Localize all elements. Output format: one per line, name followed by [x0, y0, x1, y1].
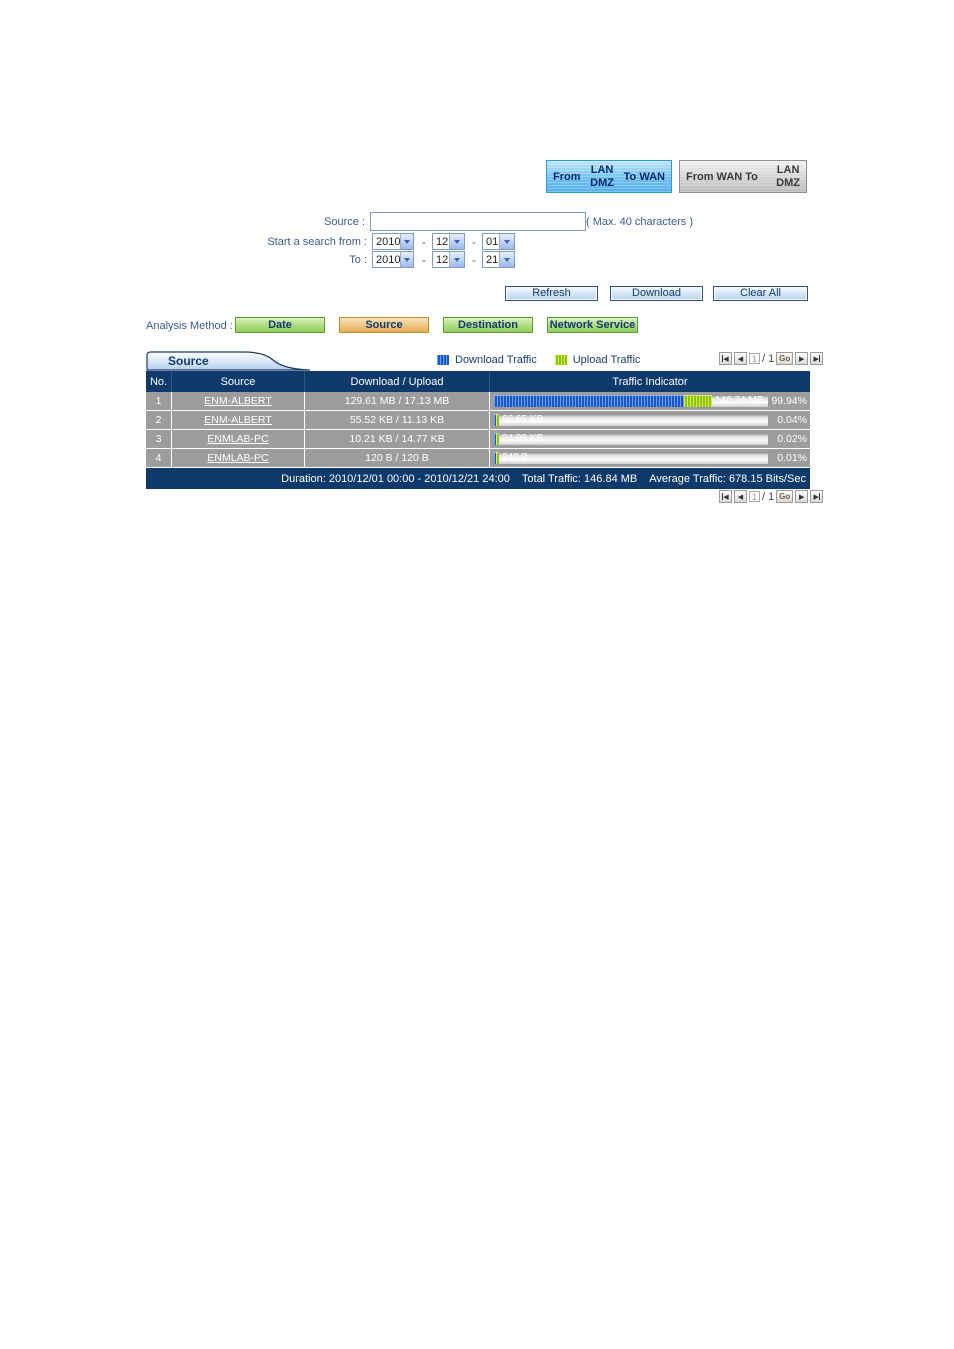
percent-value: 0.04% [777, 414, 807, 426]
last-page-button[interactable]: ▶ [810, 352, 823, 365]
bar-total-label: 24.98 KB [502, 433, 544, 444]
panel-tab-source [146, 351, 311, 371]
download-upload-value: 55.52 KB / 11.13 KB [305, 411, 490, 429]
duration-value: Duration: 2010/12/01 00:00 - 2010/12/21 24:00 [281, 472, 510, 485]
next-page-button[interactable]: ▶ [795, 352, 808, 365]
from-year-value: 2010 [376, 235, 401, 248]
table-row [146, 392, 810, 411]
go-button[interactable]: Go [776, 490, 793, 503]
source-label: Source : [324, 216, 365, 228]
upload-bar-segment [496, 452, 499, 464]
upload-traffic-label: Upload Traffic [572, 354, 641, 366]
traffic-table [146, 371, 810, 489]
table-footer [146, 468, 810, 489]
refresh-button[interactable]: Refresh [505, 286, 598, 301]
max-characters-hint: ( Max. 40 characters ) [586, 216, 693, 228]
traffic-bar [494, 414, 768, 426]
bar-total-label: 146.74 MB [715, 395, 764, 406]
average-traffic-value: Average Traffic: 678.15 Bits/Sec [649, 472, 806, 485]
download-upload-value: 120 B / 120 B [305, 449, 490, 467]
from-month-value: 12 [436, 235, 449, 248]
last-page-button[interactable]: ▶ [810, 490, 823, 503]
download-traffic-label: Download Traffic [455, 354, 537, 366]
first-page-button[interactable]: ◀ [719, 352, 732, 365]
upload-bar-segment [684, 395, 712, 407]
to-day-select[interactable] [482, 251, 515, 268]
row-number: 4 [146, 449, 172, 467]
traffic-indicator-cell [490, 449, 810, 467]
chevron-down-icon [499, 252, 514, 267]
source-link[interactable]: ENM-ALBERT [204, 395, 272, 407]
to-month-value: 12 [436, 253, 449, 266]
bar-total-label: 66.65 KB [502, 414, 544, 425]
traffic-indicator-cell [490, 430, 810, 448]
chevron-down-icon [400, 252, 413, 267]
download-button[interactable]: Download [610, 286, 703, 301]
row-number: 1 [146, 392, 172, 410]
chevron-down-icon [400, 234, 413, 249]
tab-towan-label: To WAN [623, 170, 665, 183]
tab-from-label: From [553, 170, 581, 183]
chevron-down-icon [449, 252, 464, 267]
date-dash: - [422, 237, 426, 249]
from-day-value: 01 [486, 235, 499, 248]
download-bar-segment [494, 395, 684, 407]
analysis-method-network-service-button[interactable]: Network Service [547, 317, 638, 333]
analysis-method-destination-button[interactable]: Destination [443, 317, 533, 333]
pagination-bottom [719, 490, 823, 503]
table-row [146, 411, 810, 430]
page-input[interactable] [749, 353, 760, 364]
table-header-row [146, 371, 810, 392]
prev-page-button[interactable]: ◀ [734, 352, 747, 365]
upload-bar-segment [496, 414, 499, 426]
to-year-select[interactable] [372, 251, 414, 268]
source-link[interactable]: ENMLAB-PC [207, 452, 269, 464]
percent-value: 99.94% [771, 395, 807, 407]
traffic-legend [437, 354, 640, 366]
chevron-down-icon [499, 234, 514, 249]
traffic-indicator-cell [490, 392, 810, 410]
date-dash: - [472, 255, 476, 267]
tab-fromwan-label: From WAN To [686, 170, 758, 183]
tab-from-lan-to-wan[interactable] [546, 160, 672, 193]
source-link[interactable]: ENM-ALBERT [204, 414, 272, 426]
to-month-select[interactable] [432, 251, 465, 268]
traffic-bar [494, 395, 768, 407]
analysis-method-date-button[interactable]: Date [235, 317, 325, 333]
from-year-select[interactable] [372, 233, 414, 250]
panel-tab-title: Source [168, 354, 209, 368]
zone-lan: LAN [776, 163, 800, 176]
download-traffic-icon [437, 355, 449, 365]
header-download-upload: Download / Upload [305, 371, 490, 392]
from-day-select[interactable] [482, 233, 515, 250]
download-upload-value: 129.61 MB / 17.13 MB [305, 392, 490, 410]
row-number: 2 [146, 411, 172, 429]
total-traffic-value: Total Traffic: 146.84 MB [521, 472, 638, 485]
zone-lan: LAN [590, 163, 614, 176]
percent-value: 0.01% [777, 452, 807, 464]
tab-from-wan-to-lan[interactable] [679, 160, 807, 193]
row-number: 3 [146, 430, 172, 448]
percent-value: 0.02% [777, 433, 807, 445]
zone-dmz: DMZ [590, 176, 614, 189]
upload-traffic-icon [555, 355, 567, 365]
analysis-method-label: Analysis Method : [146, 320, 233, 332]
search-from-label: Start a search from : [267, 236, 367, 248]
header-source: Source [172, 371, 305, 392]
search-to-label: To : [349, 254, 367, 266]
zone-dmz: DMZ [776, 176, 800, 189]
date-dash: - [472, 237, 476, 249]
date-dash: - [422, 255, 426, 267]
clear-all-button[interactable]: Clear All [713, 286, 808, 301]
tab-zones [590, 164, 614, 190]
source-input[interactable] [370, 212, 586, 231]
to-year-value: 2010 [376, 253, 401, 266]
next-page-button[interactable]: ▶ [795, 490, 808, 503]
download-upload-value: 10.21 KB / 14.77 KB [305, 430, 490, 448]
from-month-select[interactable] [432, 233, 465, 250]
bar-total-label: 240 B [502, 452, 529, 463]
source-link[interactable]: ENMLAB-PC [207, 433, 269, 445]
go-button[interactable]: Go [776, 352, 793, 365]
tab-zones [776, 164, 800, 190]
analysis-method-source-button[interactable]: Source [339, 317, 429, 333]
page-count-label: / 1 [762, 490, 775, 503]
traffic-bar [494, 452, 768, 464]
page-count-label: / 1 [762, 352, 775, 365]
traffic-bar [494, 433, 768, 445]
table-row [146, 430, 810, 449]
prev-page-button[interactable]: ◀ [734, 490, 747, 503]
pagination-top [719, 352, 823, 365]
table-row [146, 449, 810, 468]
to-day-value: 21 [486, 253, 499, 266]
upload-bar-segment [496, 433, 499, 445]
header-no: No. [146, 371, 172, 392]
first-page-button[interactable]: ◀ [719, 490, 732, 503]
page-input[interactable] [749, 491, 760, 502]
chevron-down-icon [449, 234, 464, 249]
traffic-indicator-cell [490, 411, 810, 429]
header-traffic-indicator: Traffic Indicator [612, 375, 688, 388]
